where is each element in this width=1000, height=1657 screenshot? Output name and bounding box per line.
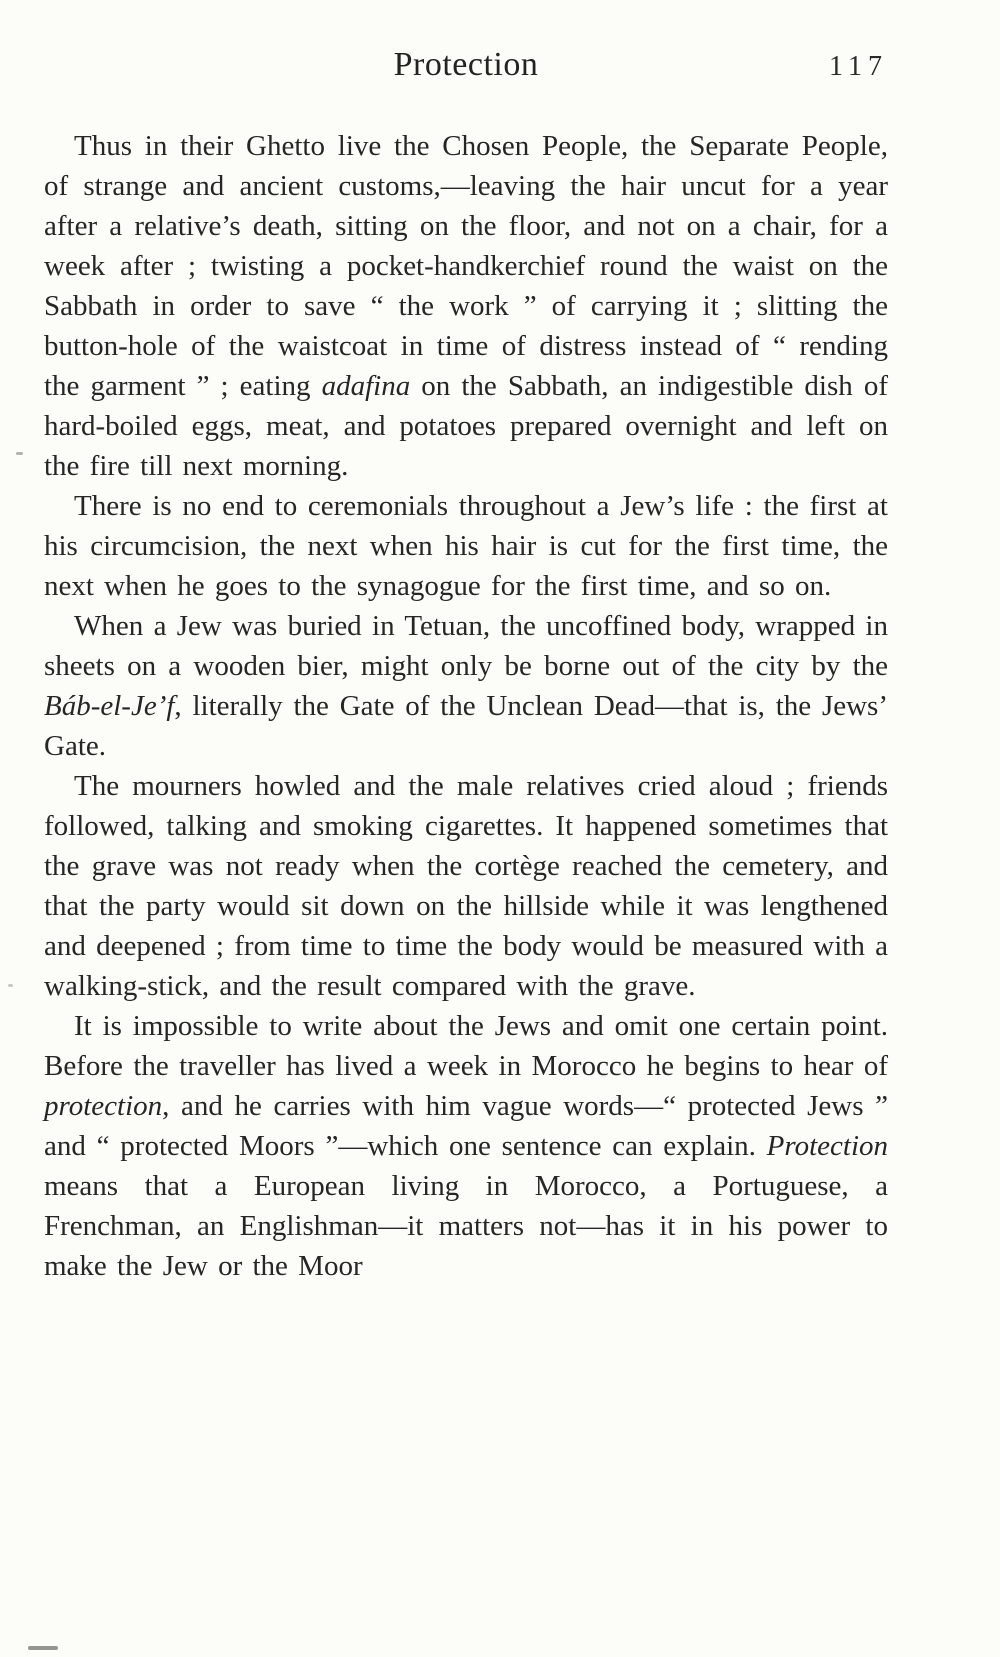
scan-artifact (8, 984, 13, 987)
scan-artifact (16, 452, 23, 455)
scan-artifact (28, 1646, 58, 1650)
text-run: It is impossible to write about the Jews and omit one certain point. Before the traveller has lived a week in Morocco he begins to hear of (44, 1010, 888, 1082)
paragraph (44, 126, 888, 486)
text-run: , literally the Gate of the Unclean Dead—that is, the Jews’ Gate. (44, 690, 888, 762)
text-run: Thus in their Ghetto live the Chosen People, the Separate People, of strange and ancient customs,—leaving the hair uncut for a year after a relative’s death, sitting on the floor, and not on a chair, for a week after ; twisting a pocket-handkerchief round the waist on the Sabbath in order to save “ the work ” of carrying it ; slitting the button-hole of the waistcoat in time of distress instead of “ rending the garment ” ; eating (44, 130, 888, 402)
paragraph (44, 606, 888, 766)
page-header (44, 46, 888, 92)
page-body (44, 126, 888, 1286)
italic-text-run: adafina (321, 370, 411, 402)
text-run: means that a European living in Morocco, a Portuguese, a Frenchman, an Englishman—it matters not—has it in his power to make the Jew or the Moor (44, 1170, 888, 1282)
text-run: The mourners howled and the male relatives cried aloud ; friends followed, talking and smoking cigarettes. It happened sometimes that the grave was not ready when the cortège reached the cemetery, and that the party would sit down on the hillside while it was lengthened and deepened ; from time to time the body would be measured with a walking-stick, and the result compared with the grave. (44, 770, 888, 1002)
italic-text-run: Báb-el-Je’f (44, 690, 175, 722)
paragraph (44, 1006, 888, 1286)
running-title: Protection (393, 46, 539, 83)
text-run: on the Sabbath, an indigestible dish of hard-boiled eggs, meat, and potatoes prepared overnight and left on the fire till next morning. (44, 370, 889, 482)
paragraph (44, 766, 888, 1006)
paragraph (44, 486, 888, 606)
text-run: When a Jew was buried in Tetuan, the uncoffined body, wrapped in sheets on a wooden bier, might only be borne out of the city by the (44, 610, 888, 682)
page-number: 117 (829, 51, 888, 82)
italic-text-run: protection (44, 1090, 163, 1122)
text-run: , and he carries with him vague words—“ protected Jews ” and “ protected Moors ”—which one sentence can explain. (44, 1090, 888, 1162)
italic-text-run: Protection (766, 1130, 888, 1162)
text-run: There is no end to ceremonials throughout a Jew’s life : the first at his circumcision, the next when his hair is cut for the first time, the next when he goes to the synagogue for the first time, and so on. (44, 490, 888, 602)
